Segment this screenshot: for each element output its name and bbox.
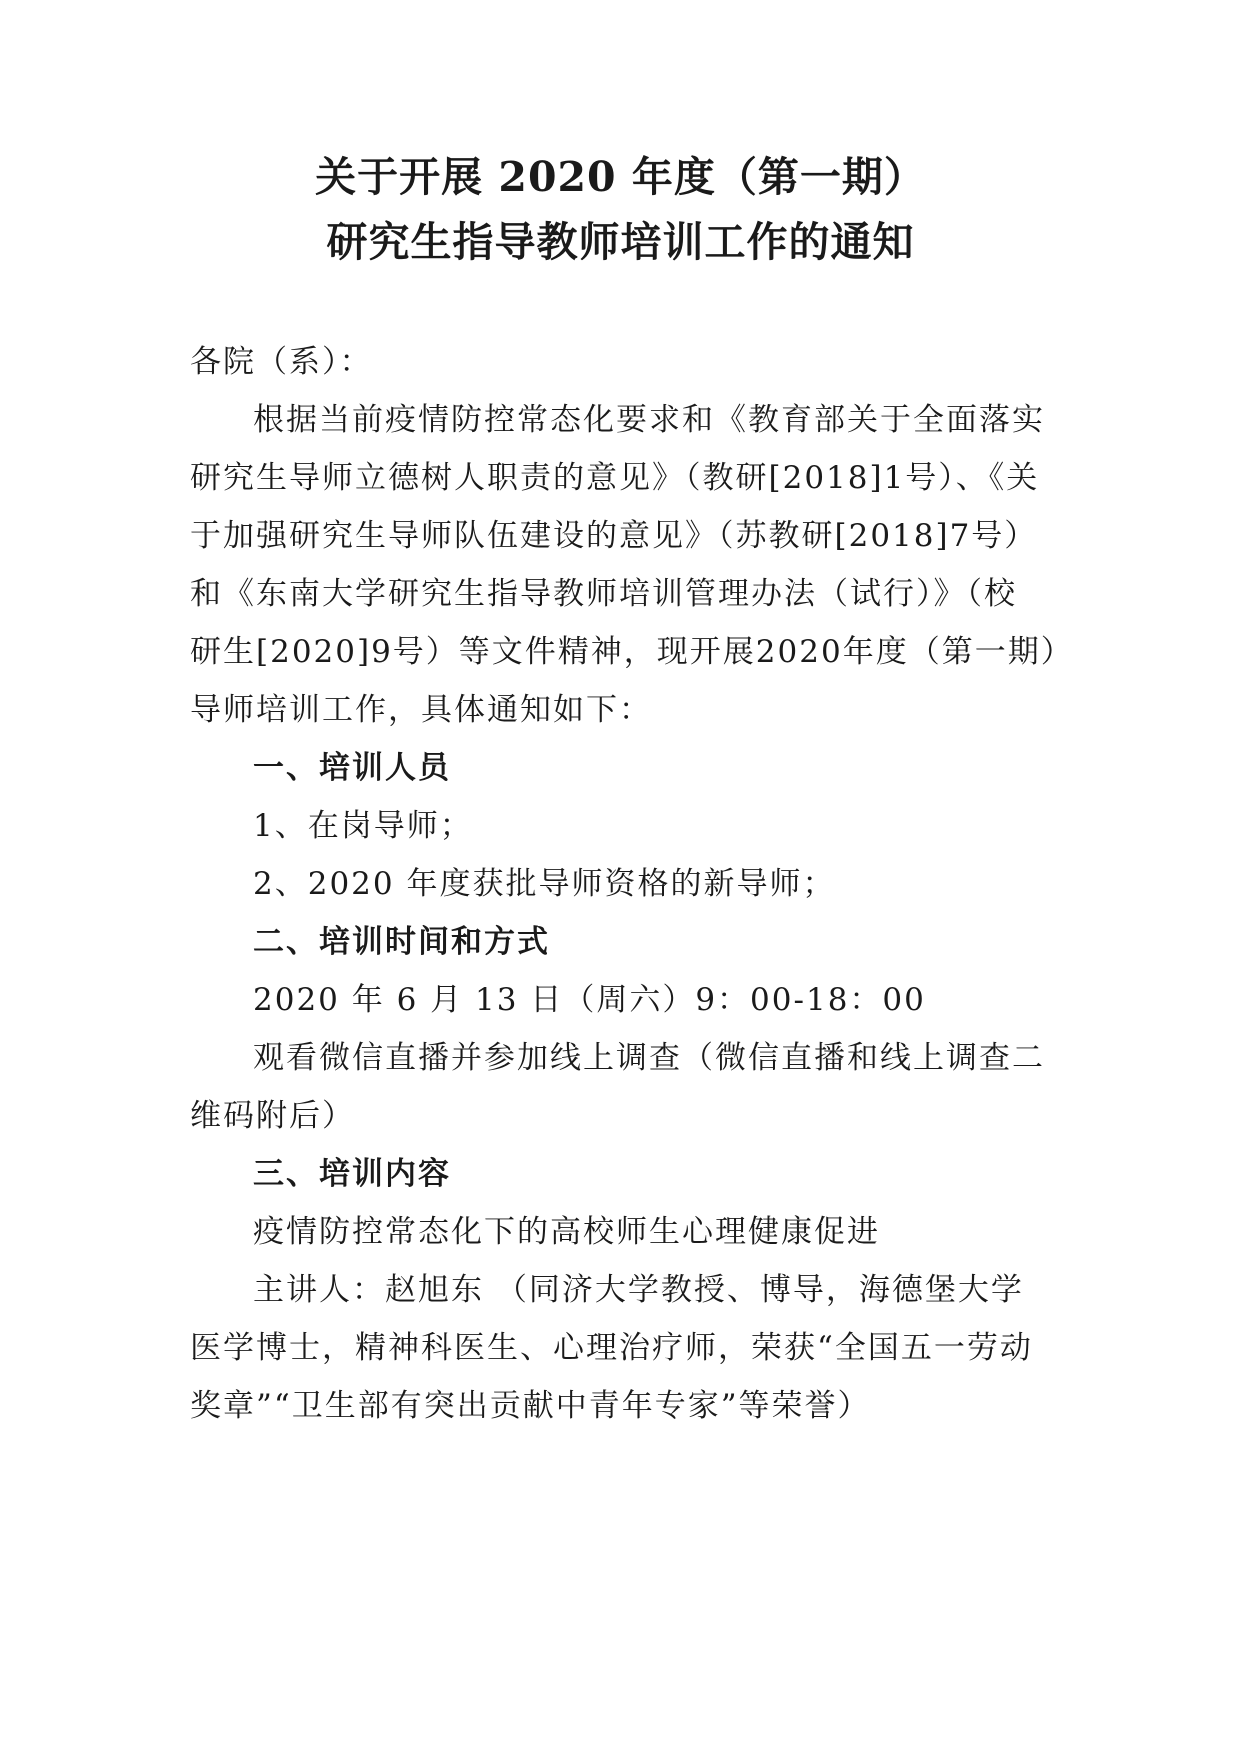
speaker-line: 奖章”“卫生部有突出贡献中青年专家”等荣誉） <box>190 1388 871 1424</box>
training-method-line: 观看微信直播并参加线上调查（微信直播和线上调查二 <box>253 1040 1045 1076</box>
training-method-line: 维码附后） <box>190 1098 355 1134</box>
document-title-line2: 研究生指导教师培训工作的通知 <box>326 218 915 266</box>
intro-line: 根据当前疫情防控常态化要求和《教育部关于全面落实 <box>253 402 1045 438</box>
section-heading-trainees: 一、培训人员 <box>253 750 451 786</box>
salutation: 各院（系）： <box>190 344 373 380</box>
list-item: 2、2020 年度获批导师资格的新导师； <box>253 866 836 902</box>
document-title-line1: 关于开展 2020 年度（第一期） <box>315 153 926 201</box>
intro-line: 研究生导师立德树人职责的意见》（教研[2018]1号）、《关 <box>190 460 1040 496</box>
speaker-line: 医学博士，精神科医生、心理治疗师，荣获“全国五一劳动 <box>190 1330 1033 1366</box>
section-heading-time-method: 二、培训时间和方式 <box>253 924 550 960</box>
intro-line: 研生[2020]9号）等文件精神，现开展2020年度（第一期） <box>190 634 1074 670</box>
training-topic: 疫情防控常态化下的高校师生心理健康促进 <box>253 1214 880 1250</box>
section-heading-content: 三、培训内容 <box>253 1156 451 1192</box>
list-item: 1、在岗导师； <box>253 808 473 844</box>
intro-line: 和《东南大学研究生指导教师培训管理办法（试行）》（校 <box>190 576 1017 612</box>
intro-line: 导师培训工作，具体通知如下： <box>190 692 652 728</box>
speaker-line: 主讲人：赵旭东 （同济大学教授、博导，海德堡大学 <box>253 1272 1024 1308</box>
training-time: 2020 年 6 月 13 日（周六）9：00-18：00 <box>253 982 926 1018</box>
intro-line: 于加强研究生导师队伍建设的意见》（苏教研[2018]7号） <box>190 518 1038 554</box>
